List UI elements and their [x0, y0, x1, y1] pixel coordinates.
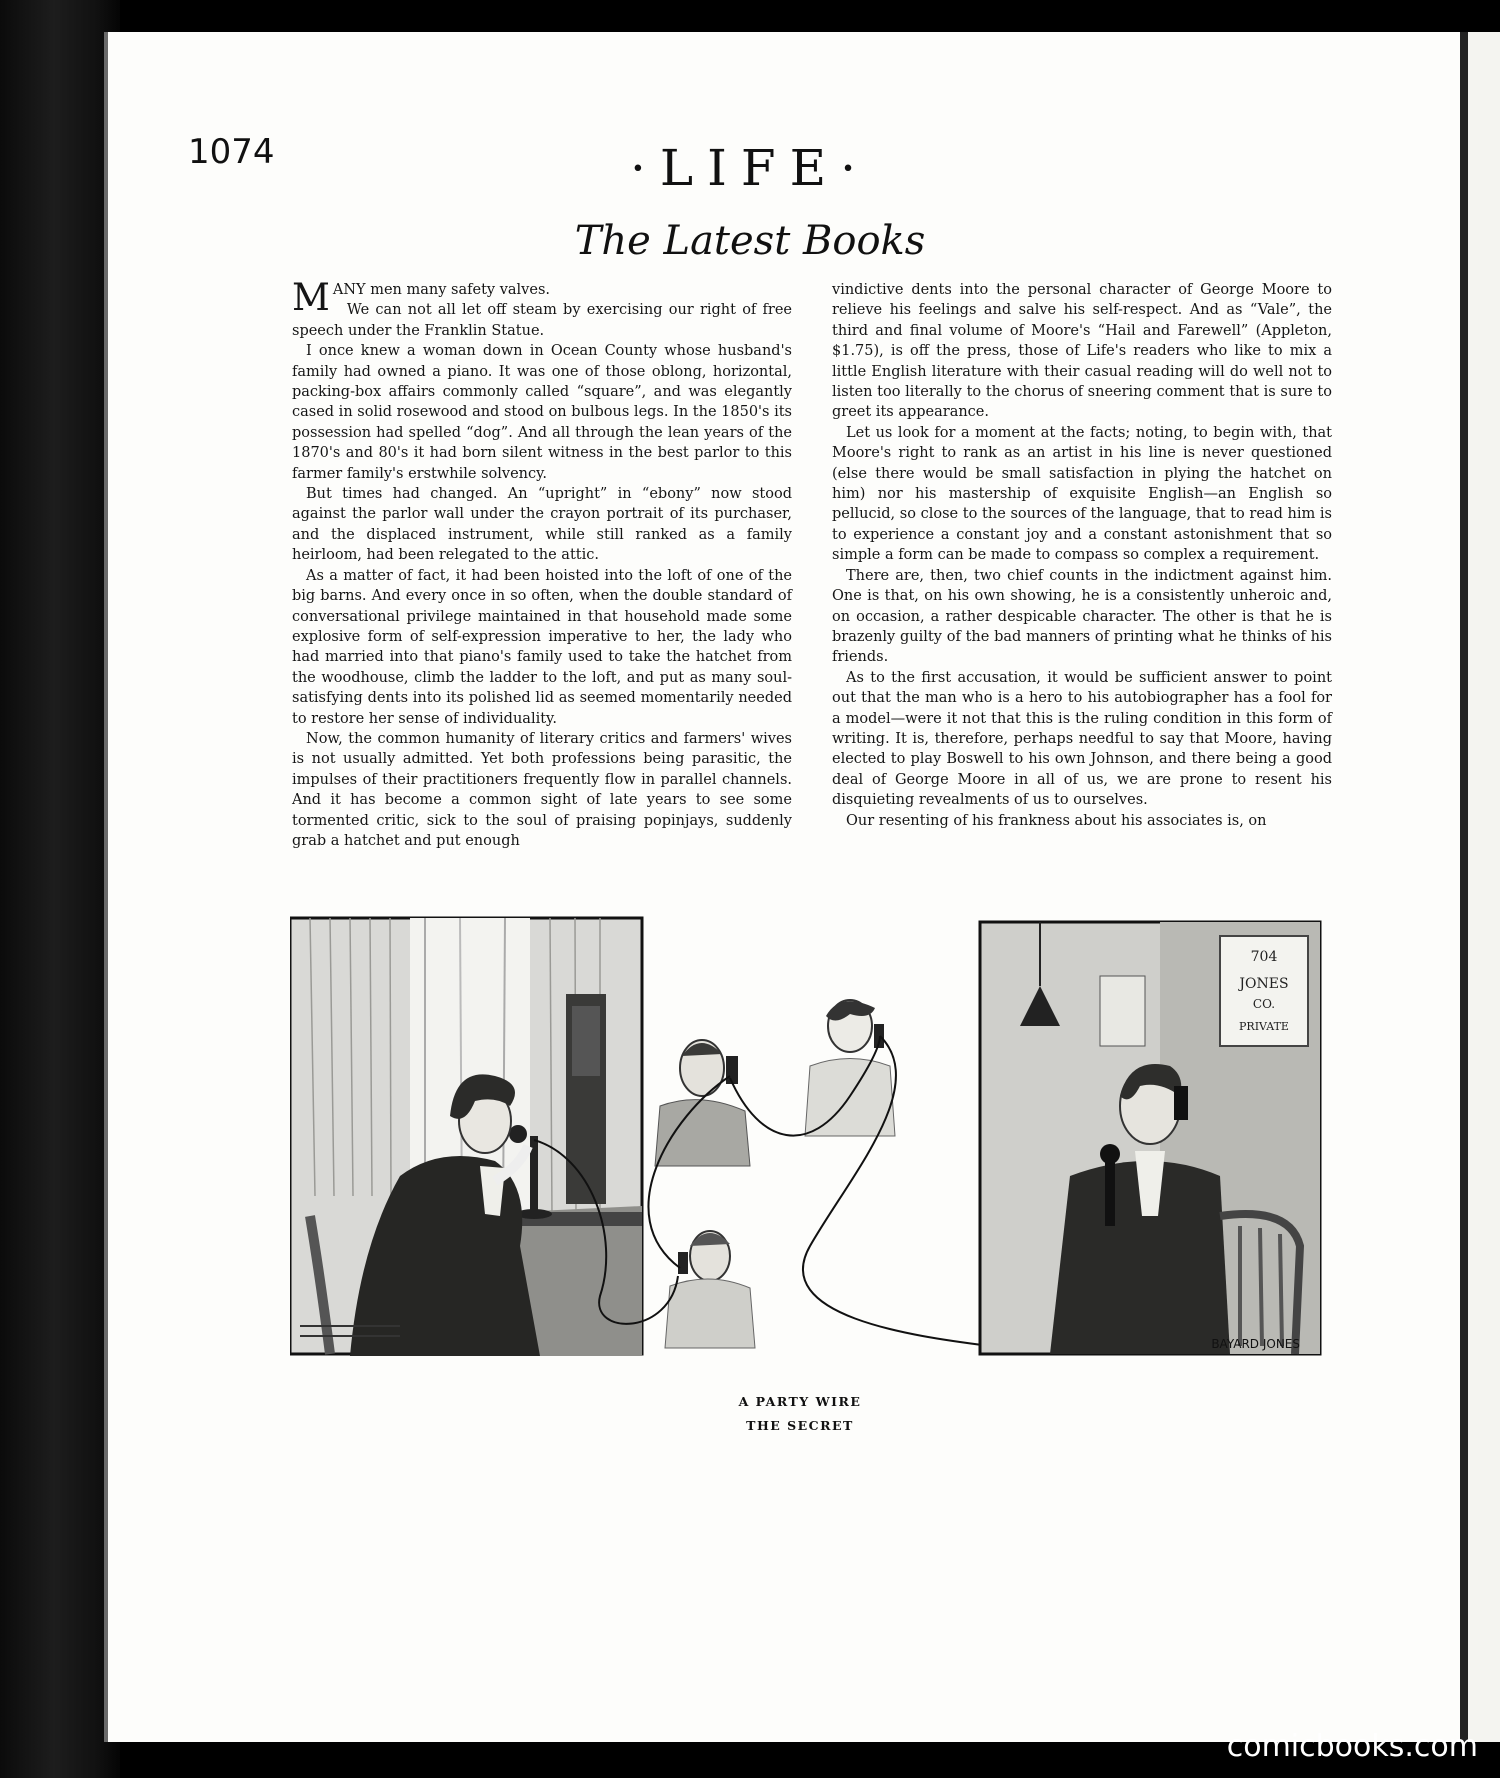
paragraph: Now, the common humanity of literary critics and farmers' wives is not usually admitted. Yet both professions being parasitic, the impulses of their practitioners frequently flow in parallel channels. And it has become a common sight of late years to see some tormented critic, sick to the soul of praising popinjays, suddenly grab a hatchet and put enough: [292, 730, 792, 849]
paragraph: Let us look for a moment at the facts; noting, to begin with, that Moore's right to rank as an artist in his line is never questioned (else there would be small satisfaction in plying the hatchet on him) nor his mastership of exquisite English—an English so pellucid, so close to the sources of the language, that to read him is to experience a constant joy and a constant astonishment that so simple a form can be made to compass so complex a requirement.: [832, 424, 1332, 564]
opening-line: ANY men many safety valves.: [332, 282, 551, 298]
watermark: comicbooks.com: [1226, 1729, 1478, 1764]
page-number: 1074: [188, 132, 275, 172]
paragraph: I once knew a woman down in Ocean County whose husband's family had owned a piano. It was one of those oblong, horizontal, packing-box affairs commonly called “square”, and was elegantly cased in solid rosewood and stood on bulbous legs. In the 1850's its possession had spelled “dog”. And all through the lean years of the 1870's and 80's it had born silent witness in the best parlor to this farmer family's erstwhile solvency.: [292, 343, 792, 482]
panel-left: [290, 918, 642, 1356]
vignette-woman-listening: [805, 1000, 895, 1136]
door-sign-co: CO.: [1252, 997, 1276, 1011]
illustration-party-wire: [290, 916, 1340, 1356]
paragraph: Our resenting of his frankness about his associates is, on: [846, 812, 1267, 829]
paragraph: There are, then, two chief counts in the indictment against him. One is that, on his own showing, he is a consistently unheroic and, on occasion, a rather despicable character. The other is that he is brazenly guilty of the bad manners of printing what he thinks of his friends.: [832, 567, 1332, 666]
vignette-older-woman-listening: [665, 1231, 755, 1348]
caption-title: A PARTY WIRE: [738, 1394, 862, 1409]
masthead: ·LIFE·: [630, 139, 870, 197]
artist-signature: BAYARD JONES: [1211, 1337, 1300, 1351]
paragraph: But times had changed. An “upright” in “ebony” now stood against the parlor wall under the crayon portrait of its purchaser, and the displaced instrument, while still ranked as a family heirloom, had been relegated to the attic.: [292, 486, 792, 564]
panel-right: [980, 922, 1320, 1354]
drop-cap: M: [292, 276, 330, 319]
paragraph: We can not all let off steam by exercising our right of free speech under the Franklin Statue.: [292, 302, 792, 339]
article-opening: [292, 276, 792, 319]
next-page-edge: [1460, 32, 1500, 1742]
paragraph: vindictive dents into the personal character of George Moore to relieve his feelings and salve his self-respect. And as “Vale”, the third and final volume of Moore's “Hail and Farewell” (Appleton, $1.75), is off the press, those of Life's readers who like to mix a little English literature with their casual reading will do well not to listen too literally to the chorus of sneering comment that is sure to greet its appearance.: [832, 282, 1332, 421]
caption-subtitle: THE SECRET: [746, 1418, 854, 1433]
vignette-man-listening: [655, 1040, 750, 1166]
paragraph: As a matter of fact, it had been hoisted into the loft of one of the big barns. And every once in so often, when the double standard of conversational privilege maintained in that household made some explosive form of self-expression imperative to her, the lady who had married into that piano's family used to take the hatchet from the woodhouse, climb the ladder to the loft, and put as many soul-satisfying dents into its polished lid as seemed momentarily needed to restore her sense of individuality.: [292, 567, 792, 727]
article-column-left: [292, 276, 792, 851]
door-sign-number: 704: [1250, 949, 1278, 965]
door-sign-private: PRIVATE: [1239, 1020, 1289, 1033]
article-column-right: [832, 280, 1332, 831]
door-sign-name: JONES: [1239, 976, 1289, 992]
section-title: The Latest Books: [574, 218, 926, 264]
paragraph: As to the first accusation, it would be sufficient answer to point out that the man who is a hero to his autobiographer has a fool for a model—were it not that this is the ruling condition in this form of writing. It is, therefore, perhaps needful to say that Moore, having elected to play Boswell to his own Johnson, and there being a good deal of George Moore in all of us, we are prone to resent his disquieting revealments of us to ourselves.: [832, 669, 1332, 809]
scan-border-left: [0, 0, 120, 1778]
illustration-drawing: [290, 916, 1340, 1356]
